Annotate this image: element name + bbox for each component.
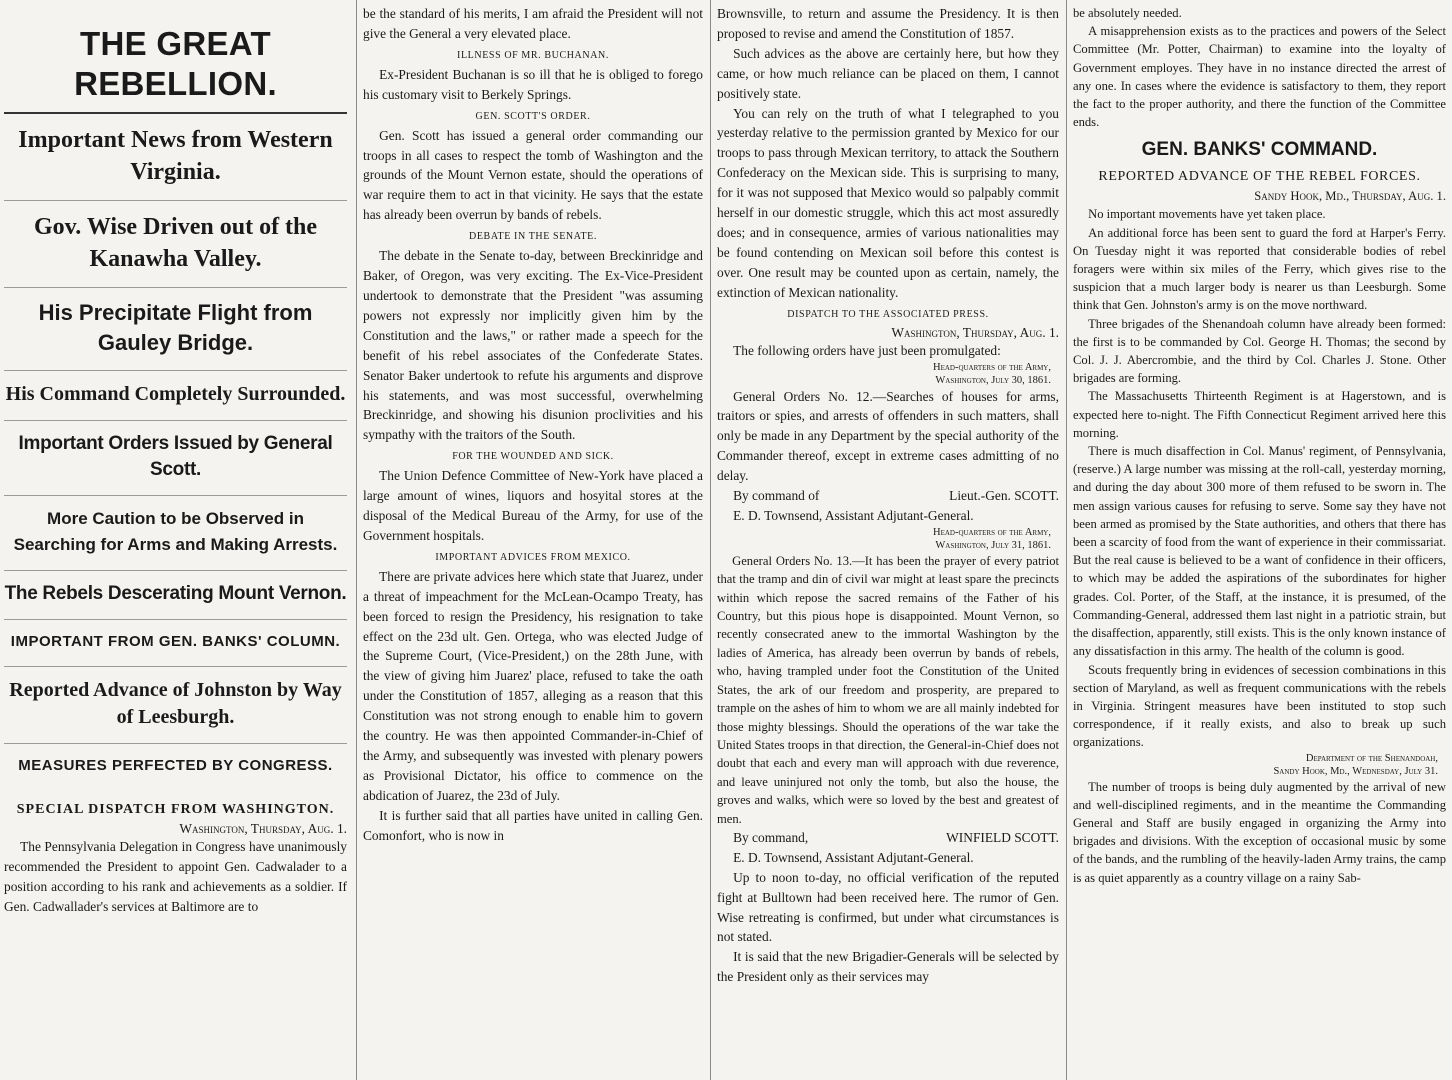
headquarters-line: Head-quarters of the Army,: [932, 526, 1051, 538]
subheading: IMPORTANT ADVICES FROM MEXICO.: [435, 551, 631, 563]
article-paragraph: be the standard of his merits, I am afraid the President will not give the General a very elevated place.: [363, 6, 703, 41]
article-paragraph: It is further said that all parties have united in calling Gen. Comonfort, who is now in: [363, 807, 703, 843]
article-paragraph: Ex-President Buchanan is so ill that he is obliged to forego his customary visit to Berkely Springs.: [363, 66, 703, 102]
signature-name: WINFIELD SCOTT.: [946, 829, 1059, 845]
headline-10: MEASURES PERFECTED BY CONGRESS.: [4, 743, 347, 790]
headline-6: More Caution to be Observed in Searching for Arms and Making Arrests.: [4, 495, 347, 570]
signature-adjutant: E. D. Townsend, Assistant Adjutant-General.: [733, 507, 974, 523]
subheading: GEN. SCOTT'S ORDER.: [475, 110, 591, 122]
article-paragraph: An additional force has been sent to guard the ford at Harper's Ferry. On Tuesday night it was reported that considerable bodies of rebel foragers were within six miles of the Ferry, which gives rise to the suspicion that a much larger body is nearer us than Leesburgh. Some think that Gen. Johnston's army is on the move northward.: [1073, 225, 1446, 313]
article-paragraph: Scouts frequently bring in evidences of secession combinations in this section of Maryland, as well as frequent communications with the rebels in Virginia. Stringent measures have been instituted to stop such correspondence, if it really exists, and also to break up such organizations.: [1073, 662, 1446, 750]
subheading: ILLNESS OF MR. BUCHANAN.: [457, 49, 609, 61]
headquarters-date: Washington, July 30, 1861.: [935, 374, 1051, 386]
dateline: Washington, Thursday, Aug. 1.: [891, 324, 1059, 340]
article-paragraph: There are private advices here which state that Juarez, under a threat of impeachment for the McLean-Ocampo Treaty, has been forced to resign the Presidency, his resignation to take effect on the 23d ult. Gen. Ortega, who was elected Judge of the Supreme Court, (Vice-President,) on the 28th June, with the view of giving him Juarez' place, refused to take the oath under the Constitution of 1857, alleging as a reason that this Constitution was not strong enough to enable him to govern the country. He was then appointed Commander-in-Chief of the Army, and subsequently was invested with plenary powers as Provisional Dictator, his office to commence on the abdication of Juarez, the 23d of July.: [363, 568, 703, 803]
headline-1: Important News from Western Virginia.: [4, 112, 347, 200]
signature-block: [717, 486, 1059, 506]
article-paragraph: It is said that the new Brigadier-Generals will be selected by the President only as their services may: [717, 949, 1059, 985]
article-paragraph: A misapprehension exists as to the practices and powers of the Select Committee (Mr. Potter, Chairman) to examine into the loyalty of Government employes. They have in no instance directed the arrest of any one. In cases where the evidence is satisfactory to them, they report the fact to the proper authority, and there the function of the Committee ends.: [1073, 24, 1446, 130]
column-4: [1067, 0, 1452, 1080]
signature-label: By command of: [733, 488, 820, 504]
signature-name: Lieut.-Gen. SCOTT.: [949, 488, 1059, 504]
article-paragraph: Up to noon to-day, no official verification of the reputed fight at Bulltown had been received here. The rumor of Gen. Wise retreating is confirmed, but under what circumstances is not stated.: [717, 869, 1059, 945]
subheading: FOR THE WOUNDED AND SICK.: [452, 451, 614, 463]
headline-3: His Precipitate Flight from Gauley Bridge.: [4, 287, 347, 370]
dateline: Sandy Hook, Md., Wednesday, July 31.: [1273, 765, 1438, 777]
signature-adjutant: E. D. Townsend, Assistant Adjutant-General.: [733, 849, 974, 865]
article-paragraph: There is much disaffection in Col. Manus' regiment, of Pennsylvania, (reserve.) A large number was missing at the roll-call, yesterday morning, and during the day about 300 more of them refused to be sworn in. The men assign various causes for refusing to serve. Some say they have not been armed as promised by the State authorities, and others that there has been a scarcity of food from the want of experience in their commissariat. But the real cause is believed to be a want of confidence in their officers, to which may be added the aspirations of the subordinates for higher grades. Col. Porter, of the Staff, at the instance, it is presumed, of the Commanding-General, addressed them last night in a patriotic strain, but the disaffection, apparently, still exists. This is the only known instance of any dissatisfaction in this army. The health of the column is good.: [1073, 444, 1446, 659]
column-3: [711, 0, 1065, 1080]
section-subheading: REPORTED ADVANCE OF THE REBEL FORCES.: [1098, 169, 1421, 185]
article-paragraph: No important movements have yet taken place.: [1088, 207, 1326, 222]
headline-5: Important Orders Issued by General Scott.: [4, 420, 347, 495]
headline-4: His Command Completely Surrounded.: [4, 370, 347, 420]
masthead-title: THE GREAT REBELLION.: [74, 25, 277, 102]
article-paragraph: The Union Defence Committee of New-York have placed a large amount of wines, liquors and hosyital stores at the disposal of the Medical Bureau of the Army, for use of the Government hospitals.: [363, 468, 703, 543]
article-paragraph: The number of troops is being duly augmented by the arrival of new and well-disciplined regiments, and in the meantime the Commanding General and Staff are busily engaged in organizing the Army into brigades and divisions. With the exception of occasional music by some of the bands, and the rumbling of the heavily-laden Army trains, the camp is as quiet apparently as a country village on a rainy Sab-: [1073, 779, 1446, 885]
article-paragraph: Such advices as the above are certainly here, but how they came, or how much reliance can be placed on them, I cannot positively state.: [717, 45, 1059, 101]
column-1: [0, 0, 355, 1080]
headline-8: IMPORTANT FROM GEN. BANKS' COLUMN.: [4, 619, 347, 666]
column-2: [357, 0, 709, 1080]
article-paragraph: The Pennsylvania Delegation in Congress have unanimously recommended the President to appoint Gen. Cadwalader to a position according to his rank and achievements as a soldier. If Gen. Cadwallader's services at Baltimore are to: [4, 838, 347, 914]
signature-block: [717, 828, 1059, 848]
dateline: Washington, Thursday, Aug. 1.: [179, 820, 347, 836]
subheading: DISPATCH TO THE ASSOCIATED PRESS.: [787, 308, 989, 320]
headline-2: Gov. Wise Driven out of the Kanawha Valley.: [4, 200, 347, 287]
subheading: DEBATE IN THE SENATE.: [469, 231, 597, 243]
section-heading: GEN. BANKS' COMMAND.: [1141, 139, 1378, 161]
headline-7: The Rebels Descerating Mount Vernon.: [4, 570, 347, 619]
headquarters-line: Head-quarters of the Army,: [932, 361, 1051, 373]
article-paragraph: The Massachusetts Thirteenth Regiment is at Hagerstown, and is expected here to-night. The Fifth Connecticut Regiment arrived here this morning.: [1073, 389, 1446, 440]
department-line: Department of the Shenandoah,: [1305, 752, 1438, 764]
dateline: Sandy Hook, Md., Thursday, Aug. 1.: [1254, 189, 1446, 204]
general-order-13: General Orders No. 13.—It has been the prayer of every patriot that the tramp and din of civil war might at least spare the precincts within which repose the sacred remains of the Father of his Country, but this pious hope is disappointed. Mount Vernon, so recently consecrated anew to the immortal Washington by the ladies of America, has already been overrun by bands of rebels, who, having trampled under foot the Constitution of the United States, the ark of our freedom and prosperity, are prepared to trample on the ashes of him to whom we are all mainly indebted for those mighty blessings. Should the operations of the war take the United States troops in that direction, the General-in-Chief does not doubt that each and every man will approach with due reverence, and leave uninjured not only the tomb, but also the house, the groves and walks, which were so loved by the best and greatest of men.: [717, 553, 1059, 826]
article-paragraph: Gen. Scott has issued a general order commanding our troops in all cases to respect the tomb of Washington and the grounds of the Mount Vernon estate, should the operations of war require them to act in that vicinity. He says that the estate has already been overrun by bands of rebels.: [363, 127, 703, 223]
article-paragraph: Brownsville, to return and assume the Presidency. It is then proposed to revise and amend the Constitution of 1857.: [717, 6, 1059, 41]
headline-9: Reported Advance of Johnston by Way of Leesburgh.: [4, 666, 347, 743]
article-paragraph: You can rely on the truth of what I telegraphed to you yesterday relative to the permission granted by Mexico for our troops to pass through Mexican territory, to attack the Southern Confederacy on the Mexican side. This is surprising to many, for it was not supposed that Mexico would so palpably commit herself in our domestic struggle, which this act most assuredly does; and in consequence, armies of various nationalities may be found contending on Mexican soil before this contest is over. One result may be counted upon as certain, namely, the extinction of Mexican nationality.: [717, 105, 1059, 300]
signature-label: By command,: [733, 829, 809, 845]
general-order-12: General Orders No. 12.—Searches of houses for arms, traitors or spies, and arrests of offenders in such matters, shall only be made in any Department by the special authority of the Commander thereof, except in extreme cases admitting of no delay.: [717, 388, 1059, 484]
article-paragraph: be absolutely needed.: [1073, 6, 1182, 20]
headquarters-date: Washington, July 31, 1861.: [935, 539, 1051, 551]
dispatch-heading: SPECIAL DISPATCH FROM WASHINGTON.: [16, 802, 335, 817]
article-paragraph: Three brigades of the Shenandoah column have already been formed: the first is to be commanded by Col. George H. Thomas; the second by Col. J. J. Abercrombie, and the third by Col. Charles J. Stone. Other brigades are forming.: [1073, 316, 1446, 386]
article-paragraph: The following orders have just been promulgated:: [733, 342, 1001, 358]
article-paragraph: The debate in the Senate to-day, between Breckinridge and Baker, of Oregon, was very exciting. The Ex-Vice-President undertook to demonstrate that the President "was assuming powers not expressly nor implicitly given him by the Constitution and the laws," or rather made a speech for the benefit of his rebel associates of the Confederate States. Senator Baker undertook to refute his arguments and disprove his statements, and was most successful, overwhelming Breckinridge, and showing his disunion proclivities and his sympathy with the traitors of the South.: [363, 248, 703, 443]
